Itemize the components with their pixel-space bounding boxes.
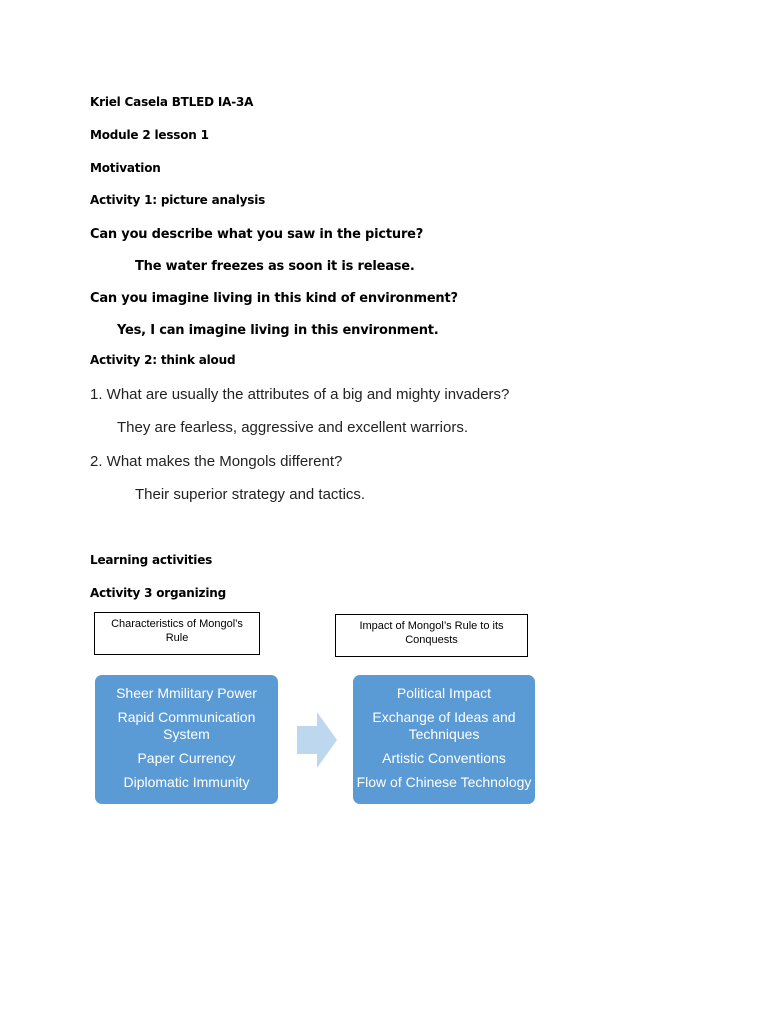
activity1-answer-1: The water freezes as soon it is release. [135,259,415,274]
activity2-answer-1: They are fearless, aggressive and excellent warriors. [117,419,468,436]
activity1-question-2: Can you imagine living in this kind of environment? [90,291,458,306]
activity3-title: Activity 3 organizing [90,586,226,600]
characteristic-item: Paper Currency [137,750,236,766]
right-label-box [335,614,528,657]
impact-item: Exchange of Ideas and Techniques [372,709,516,742]
right-label-line-2: Conquests [405,634,458,646]
left-label-box [94,612,260,655]
activity1-answer-2: Yes, I can imagine living in this environment. [117,323,439,338]
student-name-line: Kriel Casela BTLED IA-3A [90,95,254,109]
characteristic-item: Rapid Communication System [117,709,256,742]
activity1-title: Activity 1: picture analysis [90,193,266,207]
right-arrow-icon [297,712,337,768]
impact-item: Artistic Conventions [382,750,506,766]
motivation-heading: Motivation [90,161,161,175]
activity2-title: Activity 2: think aloud [90,353,236,367]
impact-box [353,675,535,804]
left-label-line-2: Rule [165,632,189,644]
learning-activities-heading: Learning activities [90,553,213,567]
activity1-question-1: Can you describe what you saw in the picture? [90,227,424,242]
activity2-answer-2: Their superior strategy and tactics. [135,486,366,503]
module-line: Module 2 lesson 1 [90,128,209,142]
right-label-line-1: Impact of Mongol’s Rule to its [359,620,504,632]
activity2-question-1: 1. What are usually the attributes of a big and mighty invaders? [90,386,510,403]
activity2-question-2: 2. What makes the Mongols different? [90,453,343,470]
impact-item: Political Impact [396,685,492,701]
characteristics-box [95,675,278,804]
impact-item: Flow of Chinese Technology [356,774,532,790]
characteristic-item: Diplomatic Immunity [123,774,250,790]
characteristic-item: Sheer Mmilitary Power [116,685,257,701]
left-label-line-1: Characteristics of Mongol’s [111,618,243,630]
